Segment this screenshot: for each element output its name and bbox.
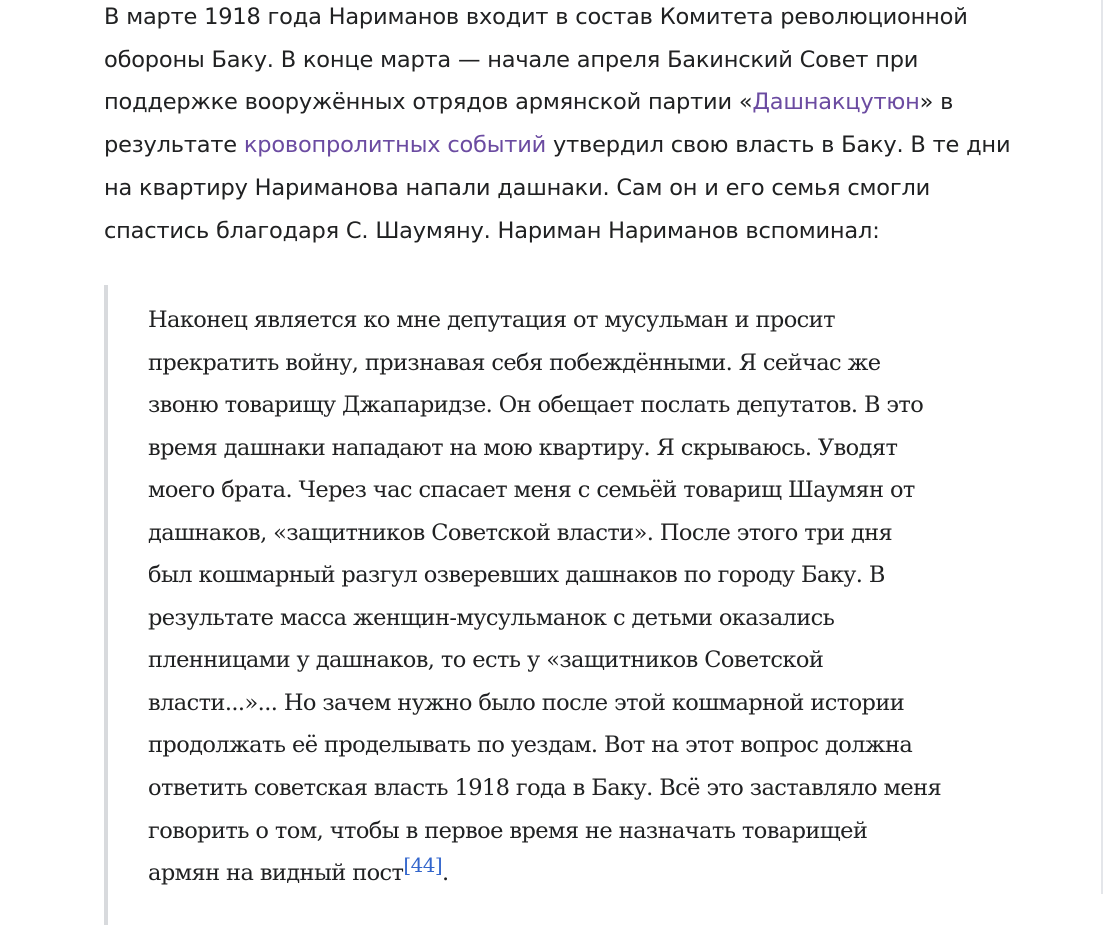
quote-line: звоню товарищу Джапаридзе. Он обещает послать депутатов. В это	[148, 392, 924, 419]
quote-line: дашнаков, «защитников Советской власти». После этого три дня	[148, 519, 893, 546]
paragraph-line: обороны Баку. В конце марта — начале апреля Бакинский Совет при	[104, 46, 919, 73]
paragraph-line	[104, 81, 1024, 124]
paragraph-line: на квартиру Нариманова напали дашнаки. Сам он и его семья смогли	[104, 174, 931, 201]
link-bloody-events[interactable]: кровопролитных событий	[243, 132, 547, 159]
quote-line: власти...»... Но зачем нужно было после этой кошмарной истории	[148, 689, 905, 716]
paragraph-text: » в	[919, 89, 954, 116]
article-body	[104, 0, 1024, 252]
quote-line: говорить о том, чтобы в первое время не назначать товарищей	[148, 817, 868, 844]
quote-line: продолжать её проделывать по уездам. Вот на этот вопрос должна	[148, 732, 913, 759]
quote-line	[148, 852, 1028, 895]
paragraph-line	[104, 124, 1024, 167]
quote-line: пленницами у дашнаков, то есть у «защитников Советской	[148, 647, 824, 674]
link-dashnaktsutyun[interactable]: Дашнакцутюн	[752, 89, 920, 116]
paragraph-line: В марте 1918 года Нариманов входит в состав Комитета революционной	[104, 4, 968, 30]
quote-text: армян на видный пост	[148, 860, 404, 887]
quote-line: моего брата. Через час спасает меня с семьёй товарищ Шаумян от	[148, 477, 915, 504]
content-right-border	[1101, 0, 1103, 894]
paragraph-text: утвердил свою власть в Баку. В те дни	[546, 132, 1011, 159]
quote-line: ответить советская власть 1918 года в Баку. Всё это заставляло меня	[148, 775, 942, 802]
paragraph-text: поддержке вооружённых отрядов армянской партии «	[104, 89, 753, 116]
quote-line: время дашнаки нападают на мою квартиру. Я скрываюсь. Уводят	[148, 434, 898, 461]
quote-line: был кошмарный разгул озверевших дашнаков по городу Баку. В	[148, 562, 885, 589]
blockquote-text	[148, 299, 1028, 895]
paragraph-line: спастись благодаря С. Шаумяну. Нариман Нариманов вспоминал:	[104, 217, 880, 244]
quote-line: прекратить войну, признавая себя побеждёнными. Я сейчас же	[148, 349, 881, 376]
paragraph-text: результате	[104, 132, 244, 159]
quote-line: результате масса женщин-мусульманок с детьми оказались	[148, 604, 835, 631]
quote-text: .	[442, 860, 449, 887]
intro-paragraph	[104, 0, 1024, 252]
quote-line: Наконец является ко мне депутация от мусульман и просит	[148, 307, 835, 333]
footnote-reference-44[interactable]: [44]	[403, 853, 443, 878]
